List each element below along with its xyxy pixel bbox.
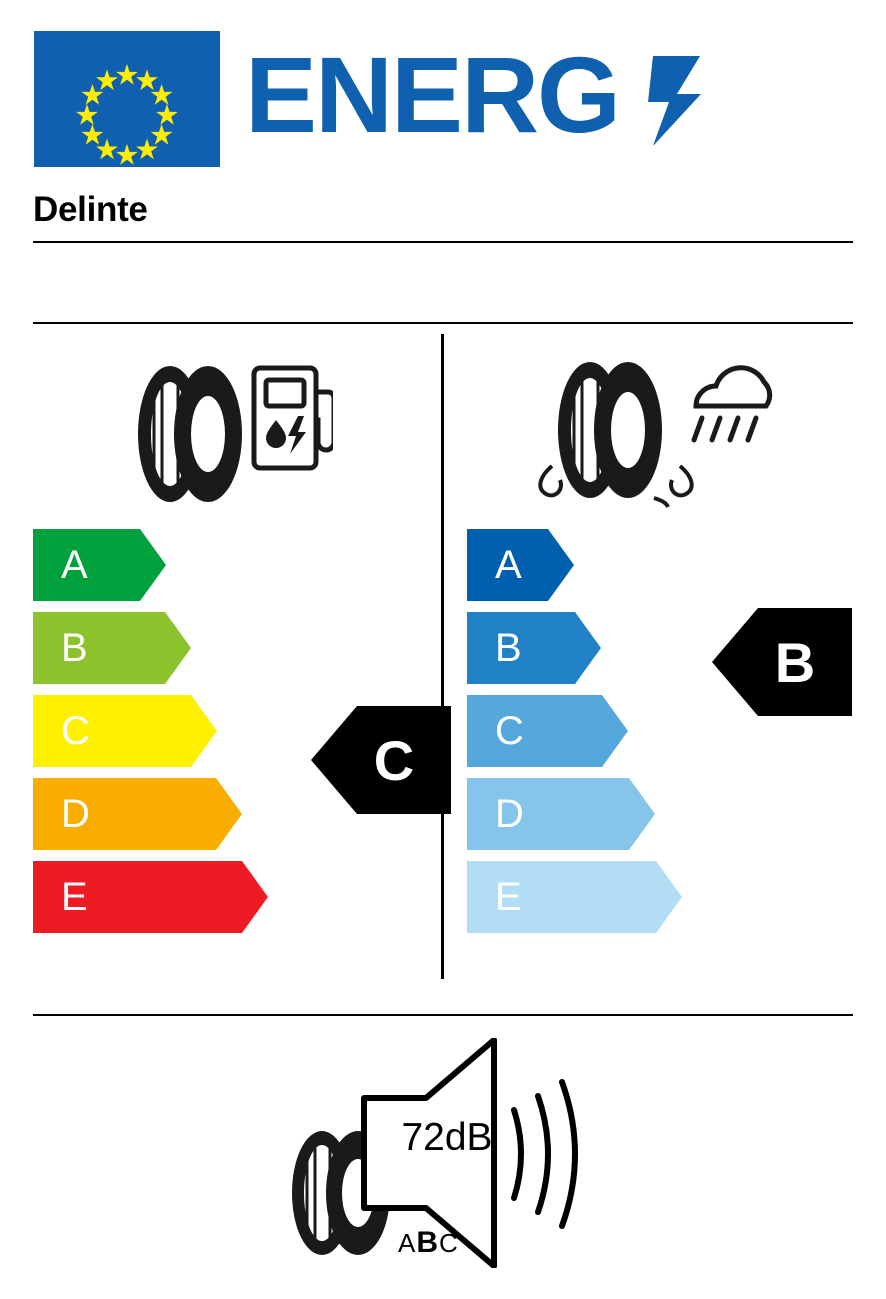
wet-grip-grade-arrow-b: [467, 612, 601, 684]
energ-wordmark: [245, 46, 715, 151]
european-union-flag: [34, 31, 220, 167]
wet-grip-grade-letter-a: A: [495, 543, 522, 587]
wet-grip-grade-letter-c: C: [495, 709, 524, 753]
fuel-grade-arrow-b: [33, 612, 191, 684]
wet-grip-selected-marker: [712, 608, 852, 716]
tyre-rain-cloud-icon: [530, 348, 780, 518]
noise-class-b: B: [416, 1226, 440, 1259]
fuel-grade-letter-c: C: [61, 709, 90, 753]
fuel-grade-letter-d: D: [61, 792, 90, 836]
divider-above-noise: [33, 1014, 853, 1016]
svg-text:ENERG: ENERG: [245, 46, 620, 151]
noise-db-value: 72dB: [401, 1116, 493, 1159]
divider-under-brand: [33, 241, 853, 243]
wet-grip-grade-letter-b: B: [495, 626, 522, 670]
brand-name: Delinte: [33, 190, 148, 229]
fuel-grade-arrow-a: [33, 529, 166, 601]
noise-section: [276, 1038, 606, 1268]
fuel-grade-letter-b: B: [61, 626, 88, 670]
fuel-selected-marker: [311, 706, 451, 814]
wet-grip-grade-letter-e: E: [495, 875, 522, 919]
divider-above-grades: [33, 322, 853, 324]
wet-grip-selected-letter: B: [774, 630, 816, 694]
noise-class-a: A: [398, 1228, 417, 1258]
noise-class-scale: [398, 1226, 459, 1260]
tyre-fuel-pump-icon: [118, 352, 333, 517]
divider-vertical-center: [441, 334, 444, 979]
fuel-grade-letter-e: E: [61, 875, 88, 919]
wet-grip-grade-letter-d: D: [495, 792, 524, 836]
noise-class-c: C: [439, 1228, 459, 1258]
wet-grip-grade-arrow-c: [467, 695, 628, 767]
fuel-selected-letter: C: [373, 728, 415, 792]
fuel-grade-letter-a: A: [61, 543, 88, 587]
